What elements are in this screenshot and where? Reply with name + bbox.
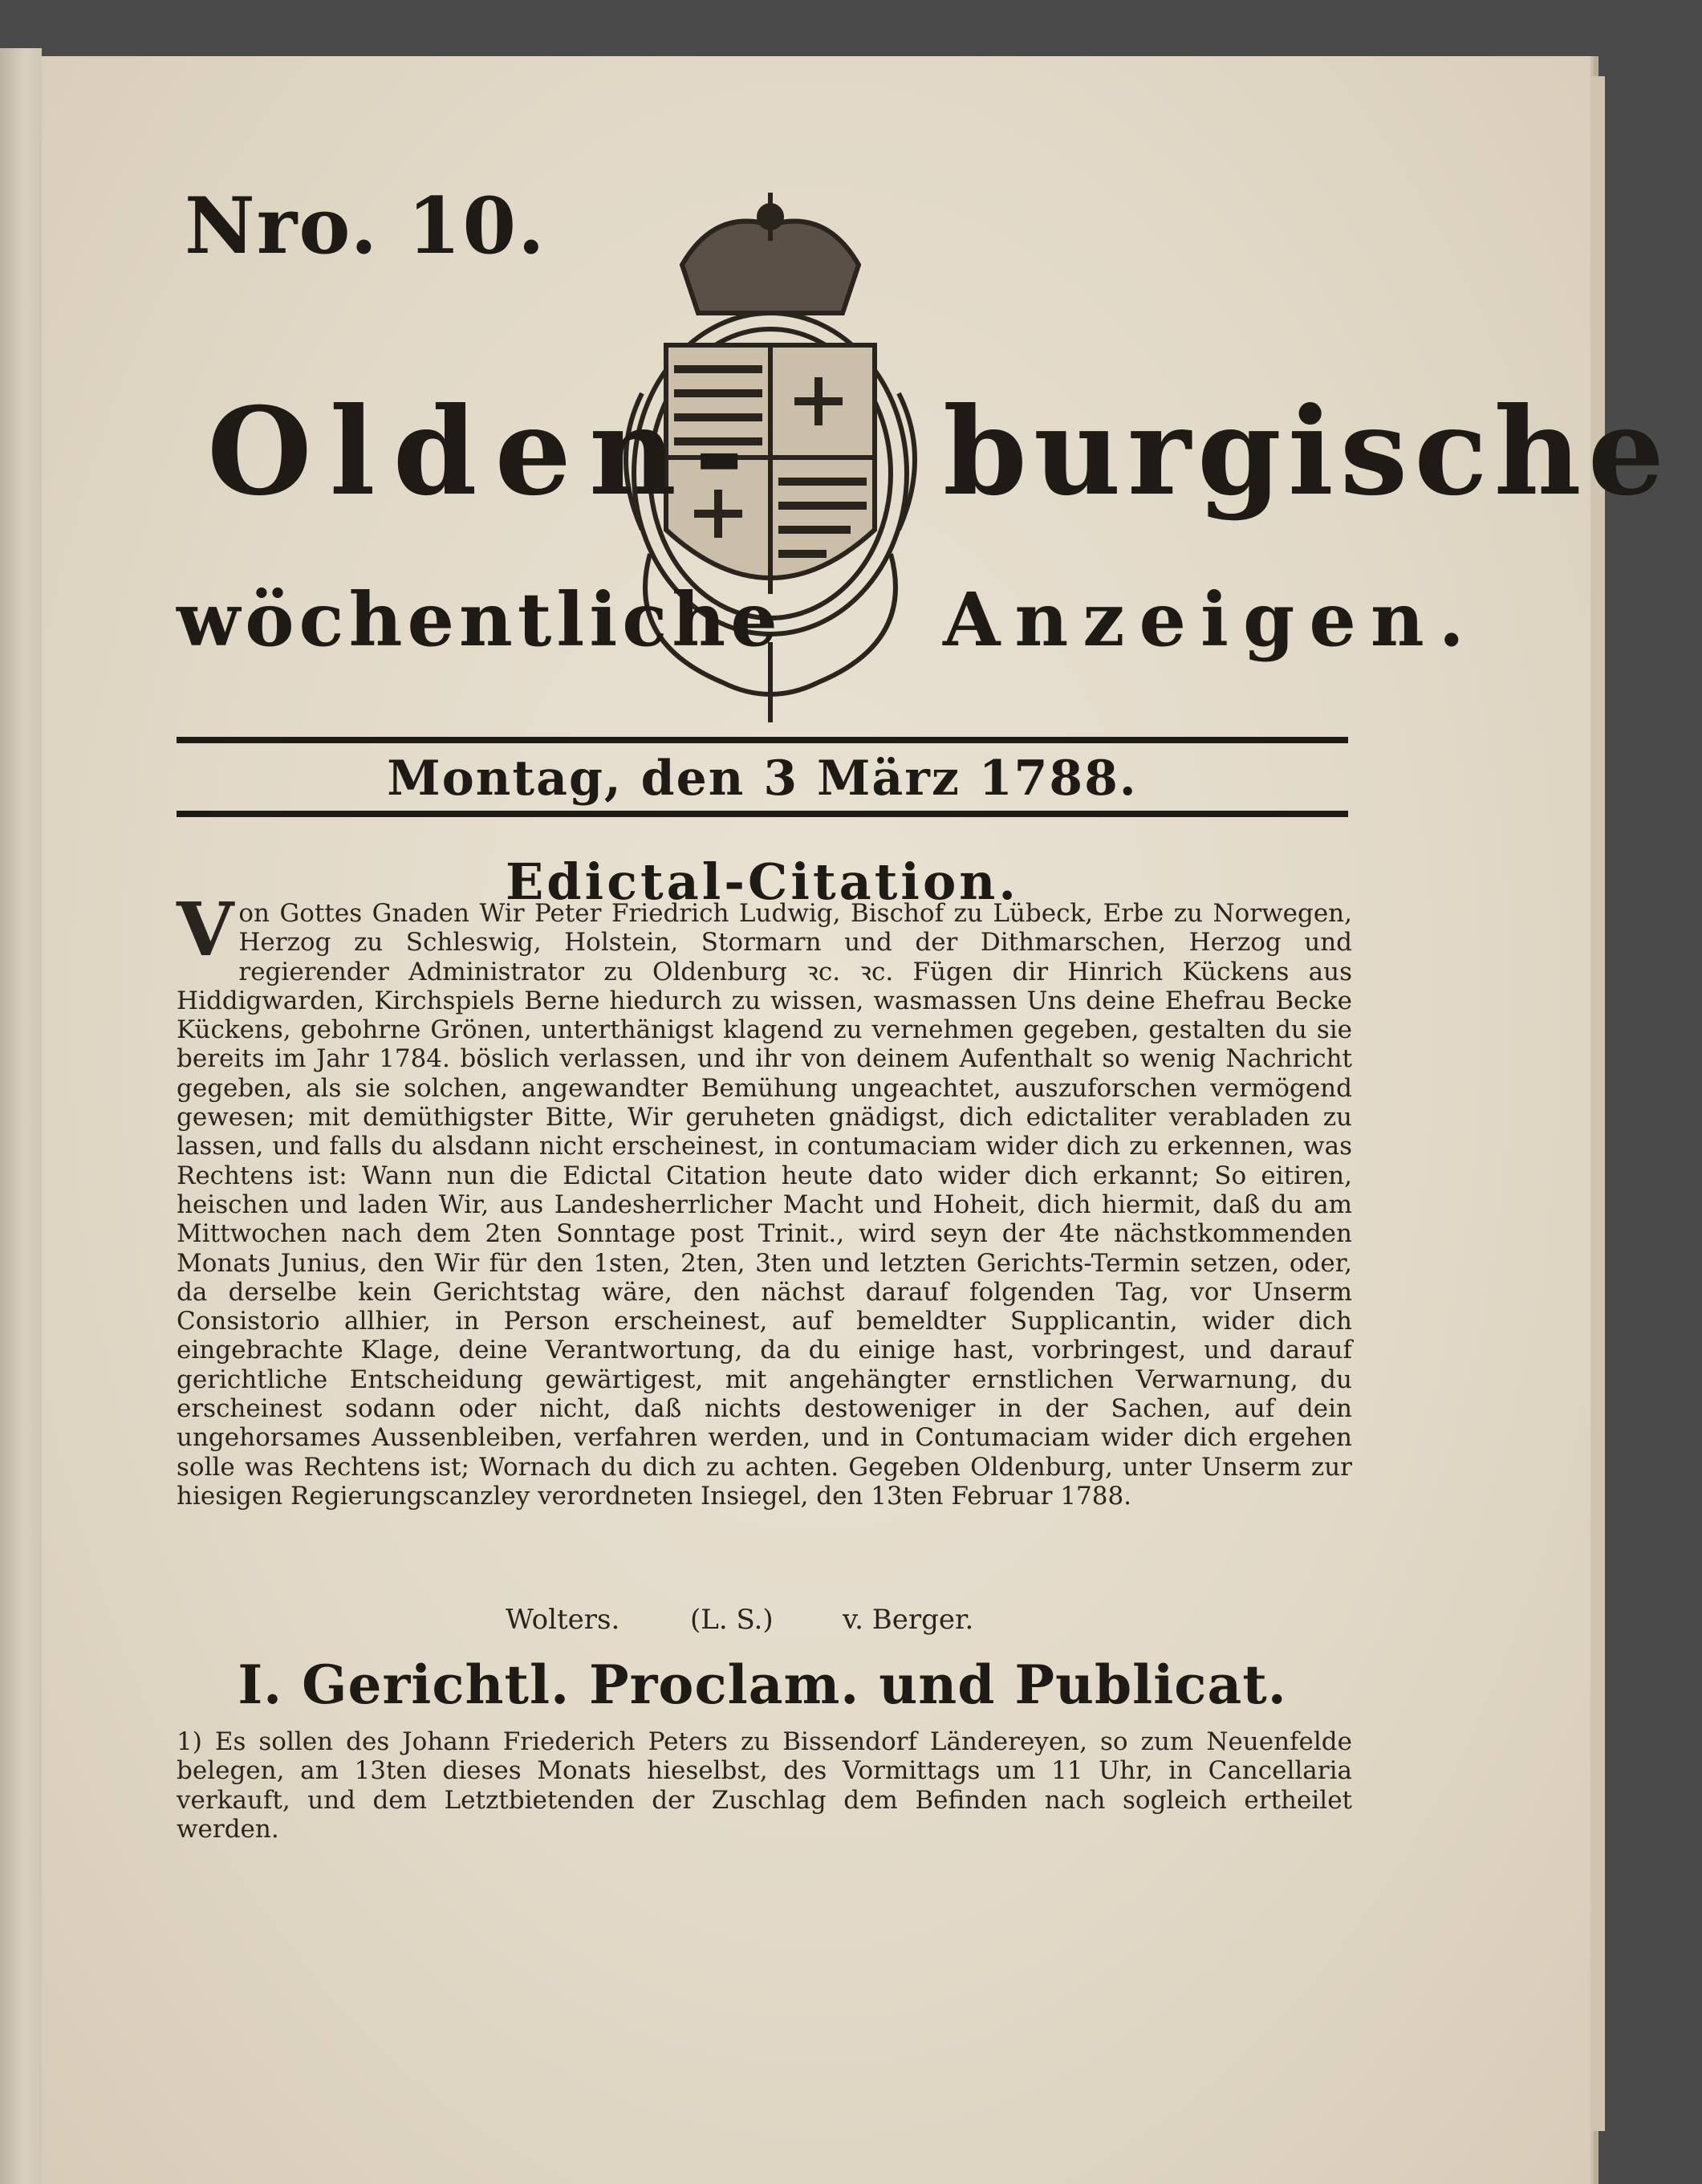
top-rule xyxy=(177,737,1348,743)
section-heading: I. Gerichtl. Proclam. und Publicat. xyxy=(238,1653,1287,1716)
masthead-title-left: Olden- xyxy=(207,381,762,523)
edict-text: Von Gottes Gnaden Wir Peter Friedrich Ludwig, Bischof zu Lübeck, Erbe zu Norwegen, Herzog zu Schleswig, Holstein, Stormarn und der Dithmarschen, Herzog und regierender Administrator zu Oldenburg ꝛc. ꝛc. Fügen dir Hinrich Kückens aus Hiddigwarden, Kirchspiels Berne hiedurch zu wissen, wasmassen Uns deine Ehefrau Becke Kückens, gebohrne Grönen, unterthänigst klagend zu vernehmen gegeben, gestalten du sie bereits im Jahr 1784. böslich verlassen, und ihr von deinem Aufenthalt so wenig Nachricht gegeben, als sie solchen, angewandter Bemühung ungeachtet, auszuforschen vermögend gewesen; mit demüthigster Bitte, Wir geruheten gnädigst, dich edictaliter verabladen zu lassen, und falls du alsdann nicht erscheinest, in contumaciam wider dich zu erkennen, was Rechtens ist: Wann nun die Edictal Citation heute dato wider dich erkannt; So eitiren, heischen und laden Wir, aus Landesherrlicher Macht und Hoheit, dich hiermit, daß du am Mittwochen nach dem 2ten Sonntage post Trinit., wird seyn der 4te nächstkommenden Monats Junius, den Wir für den 1sten, 2ten, 3ten und letzten Gerichts-Termin setzen, oder, da derselbe kein Gerichtstag wäre, den nächst darauf folgenden Tag, vor Unserm Consistorio allhier, in Person erscheinest, auf bemeldter Supplicantin, wider dich eingebrachte Klage, deine Verantwortung, da du einige hast, vorbringest, und darauf gerichtliche Entscheidung gewärtigest, mit angehängter ernstlichen Verwarnung, du erscheinest sodann oder nicht, daß nichts destoweniger in der Sachen, auf dein ungehorsames Aussenbleiben, verfahren werden, und in Contumaciam wider dich ergehen solle was Rechtens ist; Wornach du dich zu achten. Gegeben Oldenburg, unter Unserm zur hiesigen Regierungscanzley verordneten Insiegel, den 13ten Februar 1788. xyxy=(177,886,1352,1511)
issue-number: Nro. 10. xyxy=(185,181,546,271)
edict-heading: Edictal-Citation. xyxy=(506,852,1019,911)
bottom-rule xyxy=(177,811,1348,817)
signature-wolters: Wolters. xyxy=(506,1604,620,1636)
signature-berger: v. Berger. xyxy=(843,1604,974,1636)
book-spine xyxy=(0,48,42,2184)
masthead-title-right: burgische xyxy=(943,381,1672,523)
issue-date: Montag, den 3 März 1788. xyxy=(387,750,1138,807)
masthead-subtitle-left: wöchentliche xyxy=(177,576,782,663)
list-item: 1) Es sollen des Johann Friederich Peters zu Bissendorf Ländereyen, so zum Neuenfelde belegen, am 13ten dieses Monats hieselbst, des Vormittags um 11 Uhr, in Cancellaria verkauft, und dem Letztbietenden der Zuschlag dem Befinden nach sogleich ertheilet werden. xyxy=(177,1727,1352,1844)
masthead-subtitle-right: Anzeigen. xyxy=(943,576,1479,663)
seal-mark: (L. S.) xyxy=(690,1604,774,1636)
